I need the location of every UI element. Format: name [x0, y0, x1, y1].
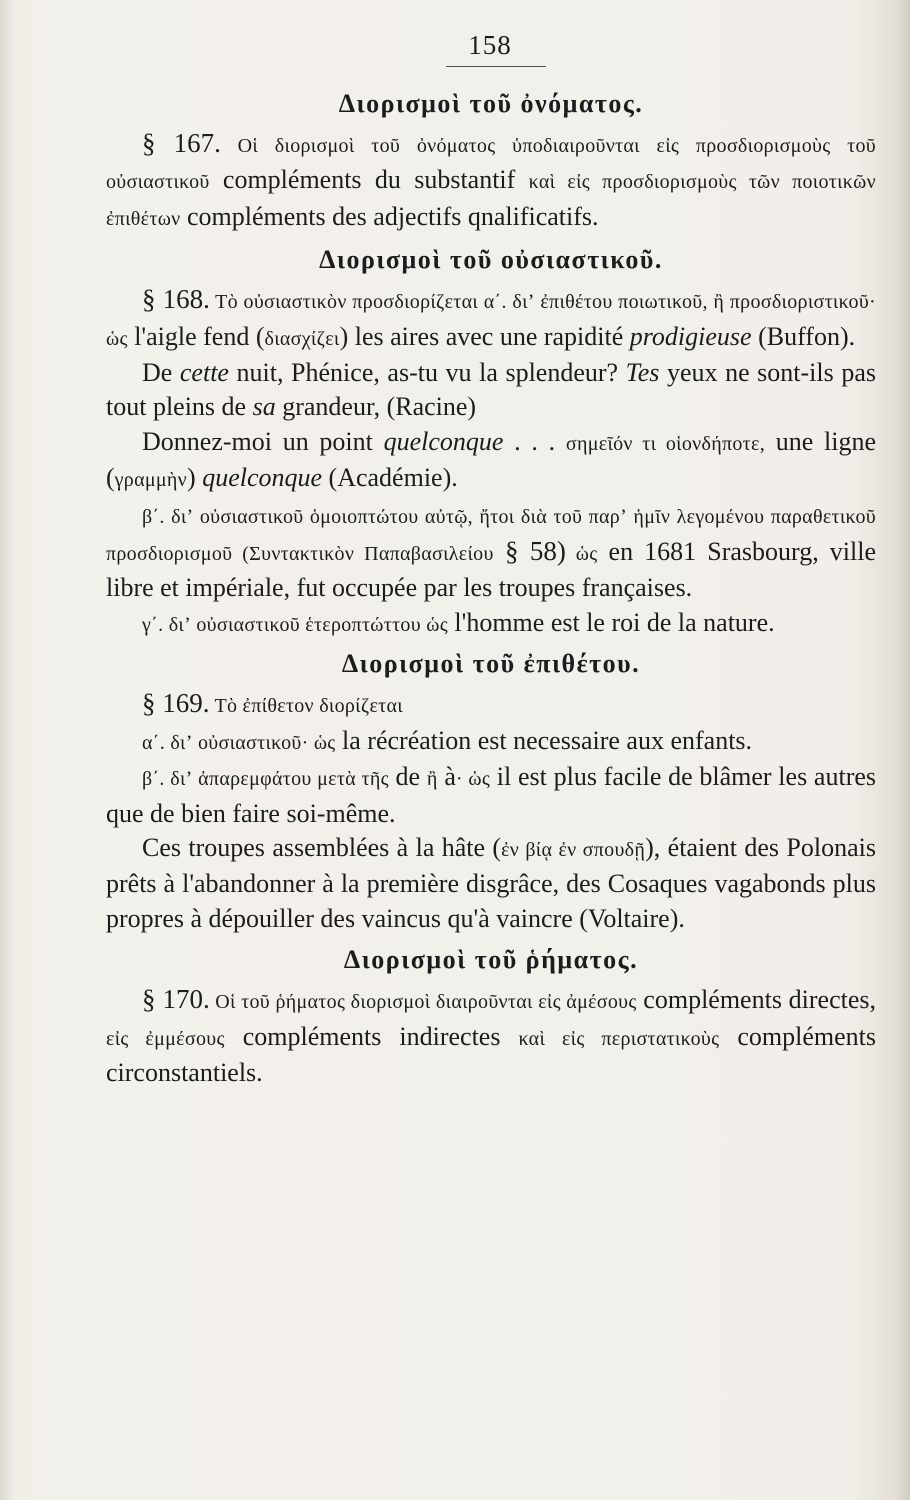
section-mark: § 58) [493, 536, 566, 567]
french-text: nuit, Phénice, as-tu vu la splendeur? [228, 358, 626, 388]
greek-text: ἢ [426, 768, 438, 791]
paragraph-168 [106, 282, 876, 356]
paragraph-heteroptotic [106, 606, 876, 642]
greek-text: Τὸ οὐσιαστικὸν προσδιορίζεται α΄. διʼ ἐπιθέτου ποιωτικοῦ, ἢ προσδιοριστικοῦ· ὡς [106, 291, 877, 350]
greek-text: β΄. διʼ ἀπαρεμφάτου μετὰ τῆς [142, 768, 389, 791]
french-text: ) les aires avec une rapidité [339, 321, 630, 351]
heading-verb-determiners: Διορισμοὶ τοῦ ῥήματος. [343, 945, 639, 975]
french-text: Ces troupes assemblées à la hâte ( [142, 832, 502, 862]
greek-text: · ὡς [455, 768, 491, 791]
french-text: yeux ne sont-ils pas tout pleins de [106, 358, 876, 422]
greek-text: διασχίζει [264, 327, 340, 350]
paragraph-adjective-infinitive [106, 760, 876, 831]
page-content [106, 86, 876, 1090]
greek-text: καὶ εἰς προσδιορισμοὺς τῶν ποιοτικῶν ἐπιθέτων [106, 171, 876, 230]
heading-adjective-determiners: Διορισμοὶ τοῦ ἐπιθέτου. [341, 649, 641, 679]
paragraph-adjective-noun [106, 724, 876, 760]
greek-text: β΄. διʼ οὐσιαστικοῦ ὁμοιοπτώτου αὐτῷ, ἤτοι διὰ τοῦ παρʼ ἡμῖν λεγομένου παραθετικοῦ προσδιορισμοῦ (Συντακτικὸν Παπαβασιλείου [106, 505, 876, 566]
french-text: (Buffon). [751, 321, 856, 351]
paragraph-169 [106, 686, 876, 723]
french-text: une ligne ( [106, 426, 876, 493]
section-mark: § 169. [142, 688, 210, 719]
french-text: grandeur, (Racine) [275, 392, 477, 422]
italic-text: quelconque [202, 463, 323, 493]
french-text: (Académie). [322, 463, 458, 493]
french-text: il est plus facile de blâmer les autres que de bien faire soi-même. [106, 762, 877, 828]
greek-text: ὡς [565, 543, 598, 566]
greek-text: γραμμὴν [114, 469, 188, 492]
heading-substantive-determiners: Διορισμοὶ τοῦ οὐσιαστικοῦ. [319, 245, 663, 275]
paragraph-170 [106, 982, 876, 1090]
greek-text: σημεῖόν τι οἱονδήποτε, [565, 432, 765, 455]
italic-text: quelconque [383, 426, 504, 456]
french-text: l'homme est le roi de la nature. [447, 607, 775, 637]
french-text: à [437, 762, 456, 792]
italic-text: prodigieuse [629, 321, 752, 351]
paragraph-voltaire-quote [106, 831, 876, 936]
french-text: en 1681 Srasbourg, ville libre et impériale, fut occupée par les troupes françaises. [106, 537, 877, 603]
greek-text: καὶ εἰς περιστατικοὺς [518, 1027, 720, 1050]
section-mark: § 168. [142, 284, 210, 315]
page-number-rule [446, 66, 546, 67]
italic-text: sa [252, 392, 276, 422]
greek-text: εἰς ἐμμέσους [106, 1027, 225, 1050]
french-text: la récréation est necessaire aux enfants. [335, 725, 753, 755]
french-text: ) [187, 463, 203, 493]
page-number: 158 [468, 30, 512, 60]
section-mark: § 170. [142, 984, 210, 1015]
greek-text: γ΄. διʼ οὐσιαστικοῦ ἑτεροπτώττου ὡς [142, 613, 448, 636]
paragraph-racine-quote [106, 356, 876, 425]
greek-text: ἐν βίᾳ ἐν σπουδῇ [501, 838, 646, 861]
heading-noun-determiners: Διορισμοὶ τοῦ ὀνόματος. [338, 89, 644, 118]
french-text: l'aigle fend ( [127, 321, 265, 351]
french-text: ), étaient des Polonais prêts à l'abandonner à la première disgrâce, des Cosaques vagabonds plus propres à dépouiller des vaincus qu'à vaincre (Voltaire). [106, 832, 876, 933]
paragraph-167 [106, 126, 876, 236]
french-text: compléments indirectes [224, 1021, 519, 1051]
italic-text: cette [179, 358, 229, 388]
italic-text: Tes [625, 358, 660, 388]
french-text: . . . [503, 426, 566, 456]
greek-text: Οἱ τοῦ ῥήματος διορισμοὶ διαιροῦνται εἰς ἀμέσους [209, 991, 637, 1014]
french-text: compléments circonstantiels. [106, 1021, 877, 1087]
greek-text: Οἱ διορισμοὶ τοῦ ὀνόματος ὑποδιαιροῦνται εἰς προσδιορισμοὺς τοῦ οὐσιαστικοῦ [106, 135, 876, 194]
greek-text: α΄. διʼ οὐσιαστικοῦ· ὡς [142, 731, 336, 754]
french-text: compléments des adjectifs qnalificatifs. [180, 201, 599, 231]
paragraph-academie-quote [106, 425, 876, 498]
french-text: compléments directes, [636, 985, 876, 1015]
french-text: compléments du substantif [209, 165, 529, 195]
french-text: de [388, 762, 427, 792]
greek-text: Τὸ ἐπίθετον διορίζεται [209, 695, 403, 718]
french-text: Donnez-moi un point [142, 426, 384, 456]
paragraph-apposition [106, 498, 876, 606]
section-mark: § 167. [142, 128, 221, 158]
french-text: De [142, 358, 180, 388]
